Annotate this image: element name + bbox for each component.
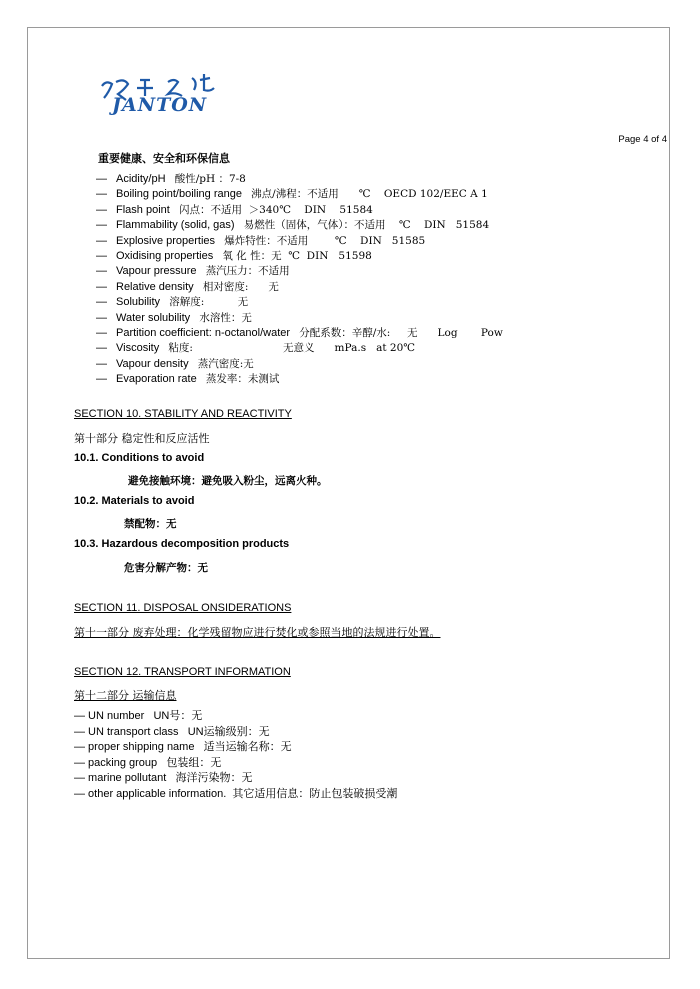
list-item: — marine pollutant 海洋污染物：无: [74, 772, 253, 784]
section11-cn-title: 第十一部分 废弃处理：化学残留物应进行焚化或参照当地的法规进行处置。: [74, 626, 441, 639]
list-item: — other applicable information. 其它适用信息：防止包装破损受潮: [74, 787, 398, 800]
list-item: — Oxidising properties 氧 化 性：无 ℃ DIN 51598: [96, 249, 372, 262]
list-item: — Flash point 闪点：不适用 ＞340℃ DIN 51584: [96, 203, 373, 216]
logo-text: JANTON: [112, 94, 208, 116]
section11-title: SECTION 11. DISPOSAL ONSIDERATIONS: [74, 602, 292, 614]
list-item: — Viscosity 粘度: 无意义 mPa.s at 20℃: [96, 342, 416, 355]
section12-cn-title: 第十二部分 运输信息: [74, 689, 177, 702]
list-item: — Solubility 溶解度: 无: [96, 296, 249, 309]
list-item: — Acidity/pH 酸性/pH ：7-8: [96, 173, 246, 185]
section10-title: SECTION 10. STABILITY AND REACTIVITY: [74, 408, 292, 420]
list-item: — Boiling point/boiling range 沸点/沸程：不适用 ℃ OECD 102/EEC A 1: [96, 188, 488, 201]
section10-2-heading: 10.2. Materials to avoid: [74, 495, 195, 507]
list-item: — UN number UN号：无: [74, 710, 203, 722]
list-item: — packing group 包装组：无: [74, 756, 222, 769]
list-item: — Vapour density 蒸汽密度:无: [96, 357, 254, 370]
list-item: — Flammability (solid, gas) 易燃性（固体，气体）：不适用 ℃ DIN 51584: [96, 219, 490, 232]
list-item: — Partition coefficient: n-octanol/water 分配系数：辛醇/水: 无 Log Pow: [96, 326, 503, 339]
list-item: — Vapour pressure 蒸汽压力：不适用: [96, 265, 290, 278]
list-item: — Evaporation rate 蒸发率：未测试: [96, 373, 280, 386]
section10-3-heading: 10.3. Hazardous decomposition products: [74, 538, 290, 550]
company-logo: [96, 72, 226, 120]
section10-1-text: 避免接触环境：避免吸入粉尘，远离火种。: [128, 475, 328, 487]
list-item: — Explosive properties 爆炸特性：不适用 ℃ DIN 51585: [96, 234, 426, 247]
section10-2-text: 禁配物：无: [124, 518, 177, 530]
list-item: — Water solubility 水溶性：无: [96, 311, 252, 324]
list-item: — Relative density 相对密度: 无: [96, 280, 279, 293]
list-item: — proper shipping name 适当运输名称：无: [74, 741, 292, 753]
properties-list: [96, 172, 503, 387]
section12-title: SECTION 12. TRANSPORT INFORMATION: [74, 666, 291, 678]
list-item: — UN transport class UN运输级别：无: [74, 725, 270, 738]
section10-3-text: 危害分解产物：无: [124, 562, 208, 574]
section10-cn-title: 第十部分 稳定性和反应活性: [74, 432, 210, 445]
section9-title: 重要健康、安全和环保信息: [98, 153, 230, 165]
page-border: [27, 27, 670, 959]
transport-list: [74, 709, 397, 802]
section10-1-heading: 10.1. Conditions to avoid: [74, 452, 205, 464]
page-number: Page 4 of 4: [618, 134, 667, 145]
